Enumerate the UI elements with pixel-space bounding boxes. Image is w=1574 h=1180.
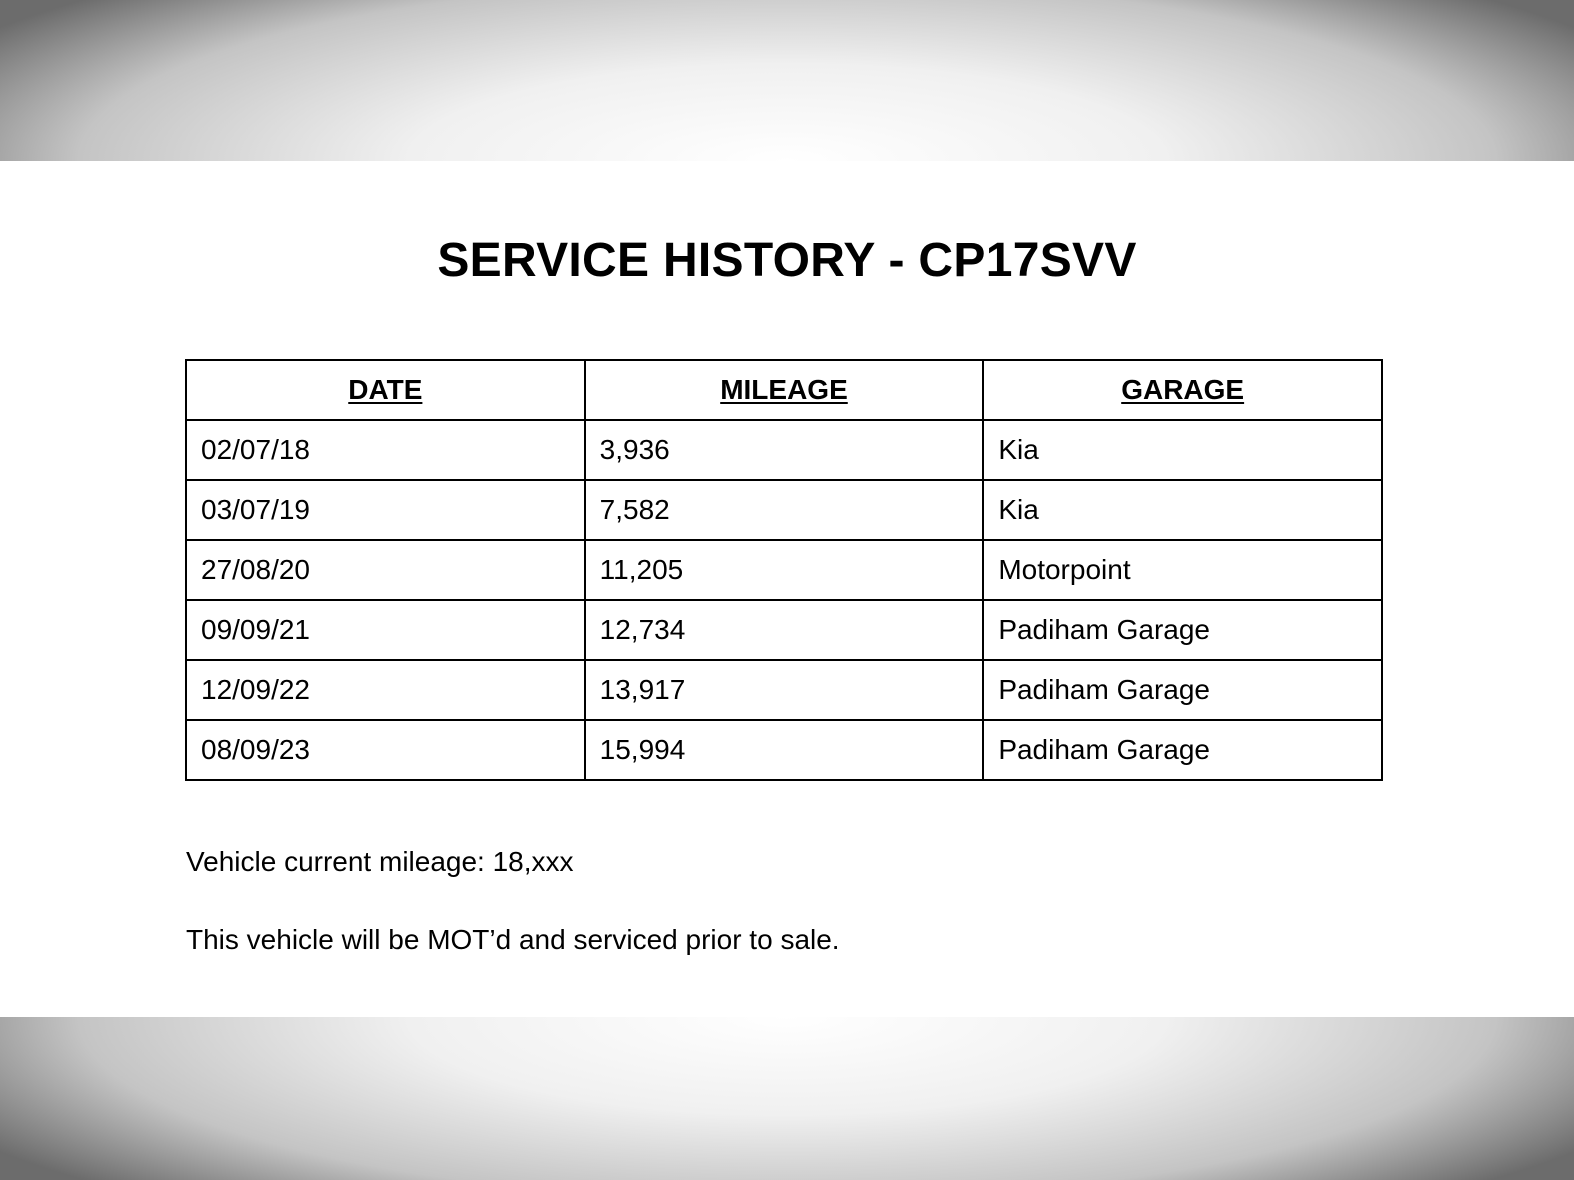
garage-cell: Motorpoint bbox=[983, 540, 1382, 600]
mileage-cell: 3,936 bbox=[585, 420, 984, 480]
table-row bbox=[186, 420, 1382, 480]
sale-note: This vehicle will be MOT’d and serviced prior to sale. bbox=[186, 924, 840, 955]
table-row bbox=[186, 480, 1382, 540]
mileage-cell: 7,582 bbox=[585, 480, 984, 540]
mileage-cell: 11,205 bbox=[585, 540, 984, 600]
garage-cell: Padiham Garage bbox=[983, 720, 1382, 780]
date-cell: 02/07/18 bbox=[186, 420, 585, 480]
garage-cell: Kia bbox=[983, 420, 1382, 480]
date-cell: 12/09/22 bbox=[186, 660, 585, 720]
table-header-row bbox=[186, 360, 1382, 420]
garage-cell: Padiham Garage bbox=[983, 600, 1382, 660]
garage-cell: Kia bbox=[983, 480, 1382, 540]
current-mileage-note: Vehicle current mileage: 18,xxx bbox=[186, 846, 574, 877]
date-cell: 08/09/23 bbox=[186, 720, 585, 780]
table-row bbox=[186, 600, 1382, 660]
service-history-table bbox=[185, 359, 1383, 781]
date-cell: 09/09/21 bbox=[186, 600, 585, 660]
page-title: SERVICE HISTORY - CP17SVV bbox=[437, 234, 1137, 287]
table-row bbox=[186, 660, 1382, 720]
column-header-date: DATE bbox=[186, 360, 585, 420]
column-header-garage: GARAGE bbox=[983, 360, 1382, 420]
mileage-cell: 12,734 bbox=[585, 600, 984, 660]
bottom-vignette-band bbox=[0, 1017, 1574, 1180]
date-cell: 03/07/19 bbox=[186, 480, 585, 540]
mileage-cell: 13,917 bbox=[585, 660, 984, 720]
date-cell: 27/08/20 bbox=[186, 540, 585, 600]
top-vignette-band bbox=[0, 0, 1574, 161]
column-header-mileage: MILEAGE bbox=[585, 360, 984, 420]
garage-cell: Padiham Garage bbox=[983, 660, 1382, 720]
table-row bbox=[186, 720, 1382, 780]
table-row bbox=[186, 540, 1382, 600]
service-history-document bbox=[0, 161, 1574, 1017]
mileage-cell: 15,994 bbox=[585, 720, 984, 780]
